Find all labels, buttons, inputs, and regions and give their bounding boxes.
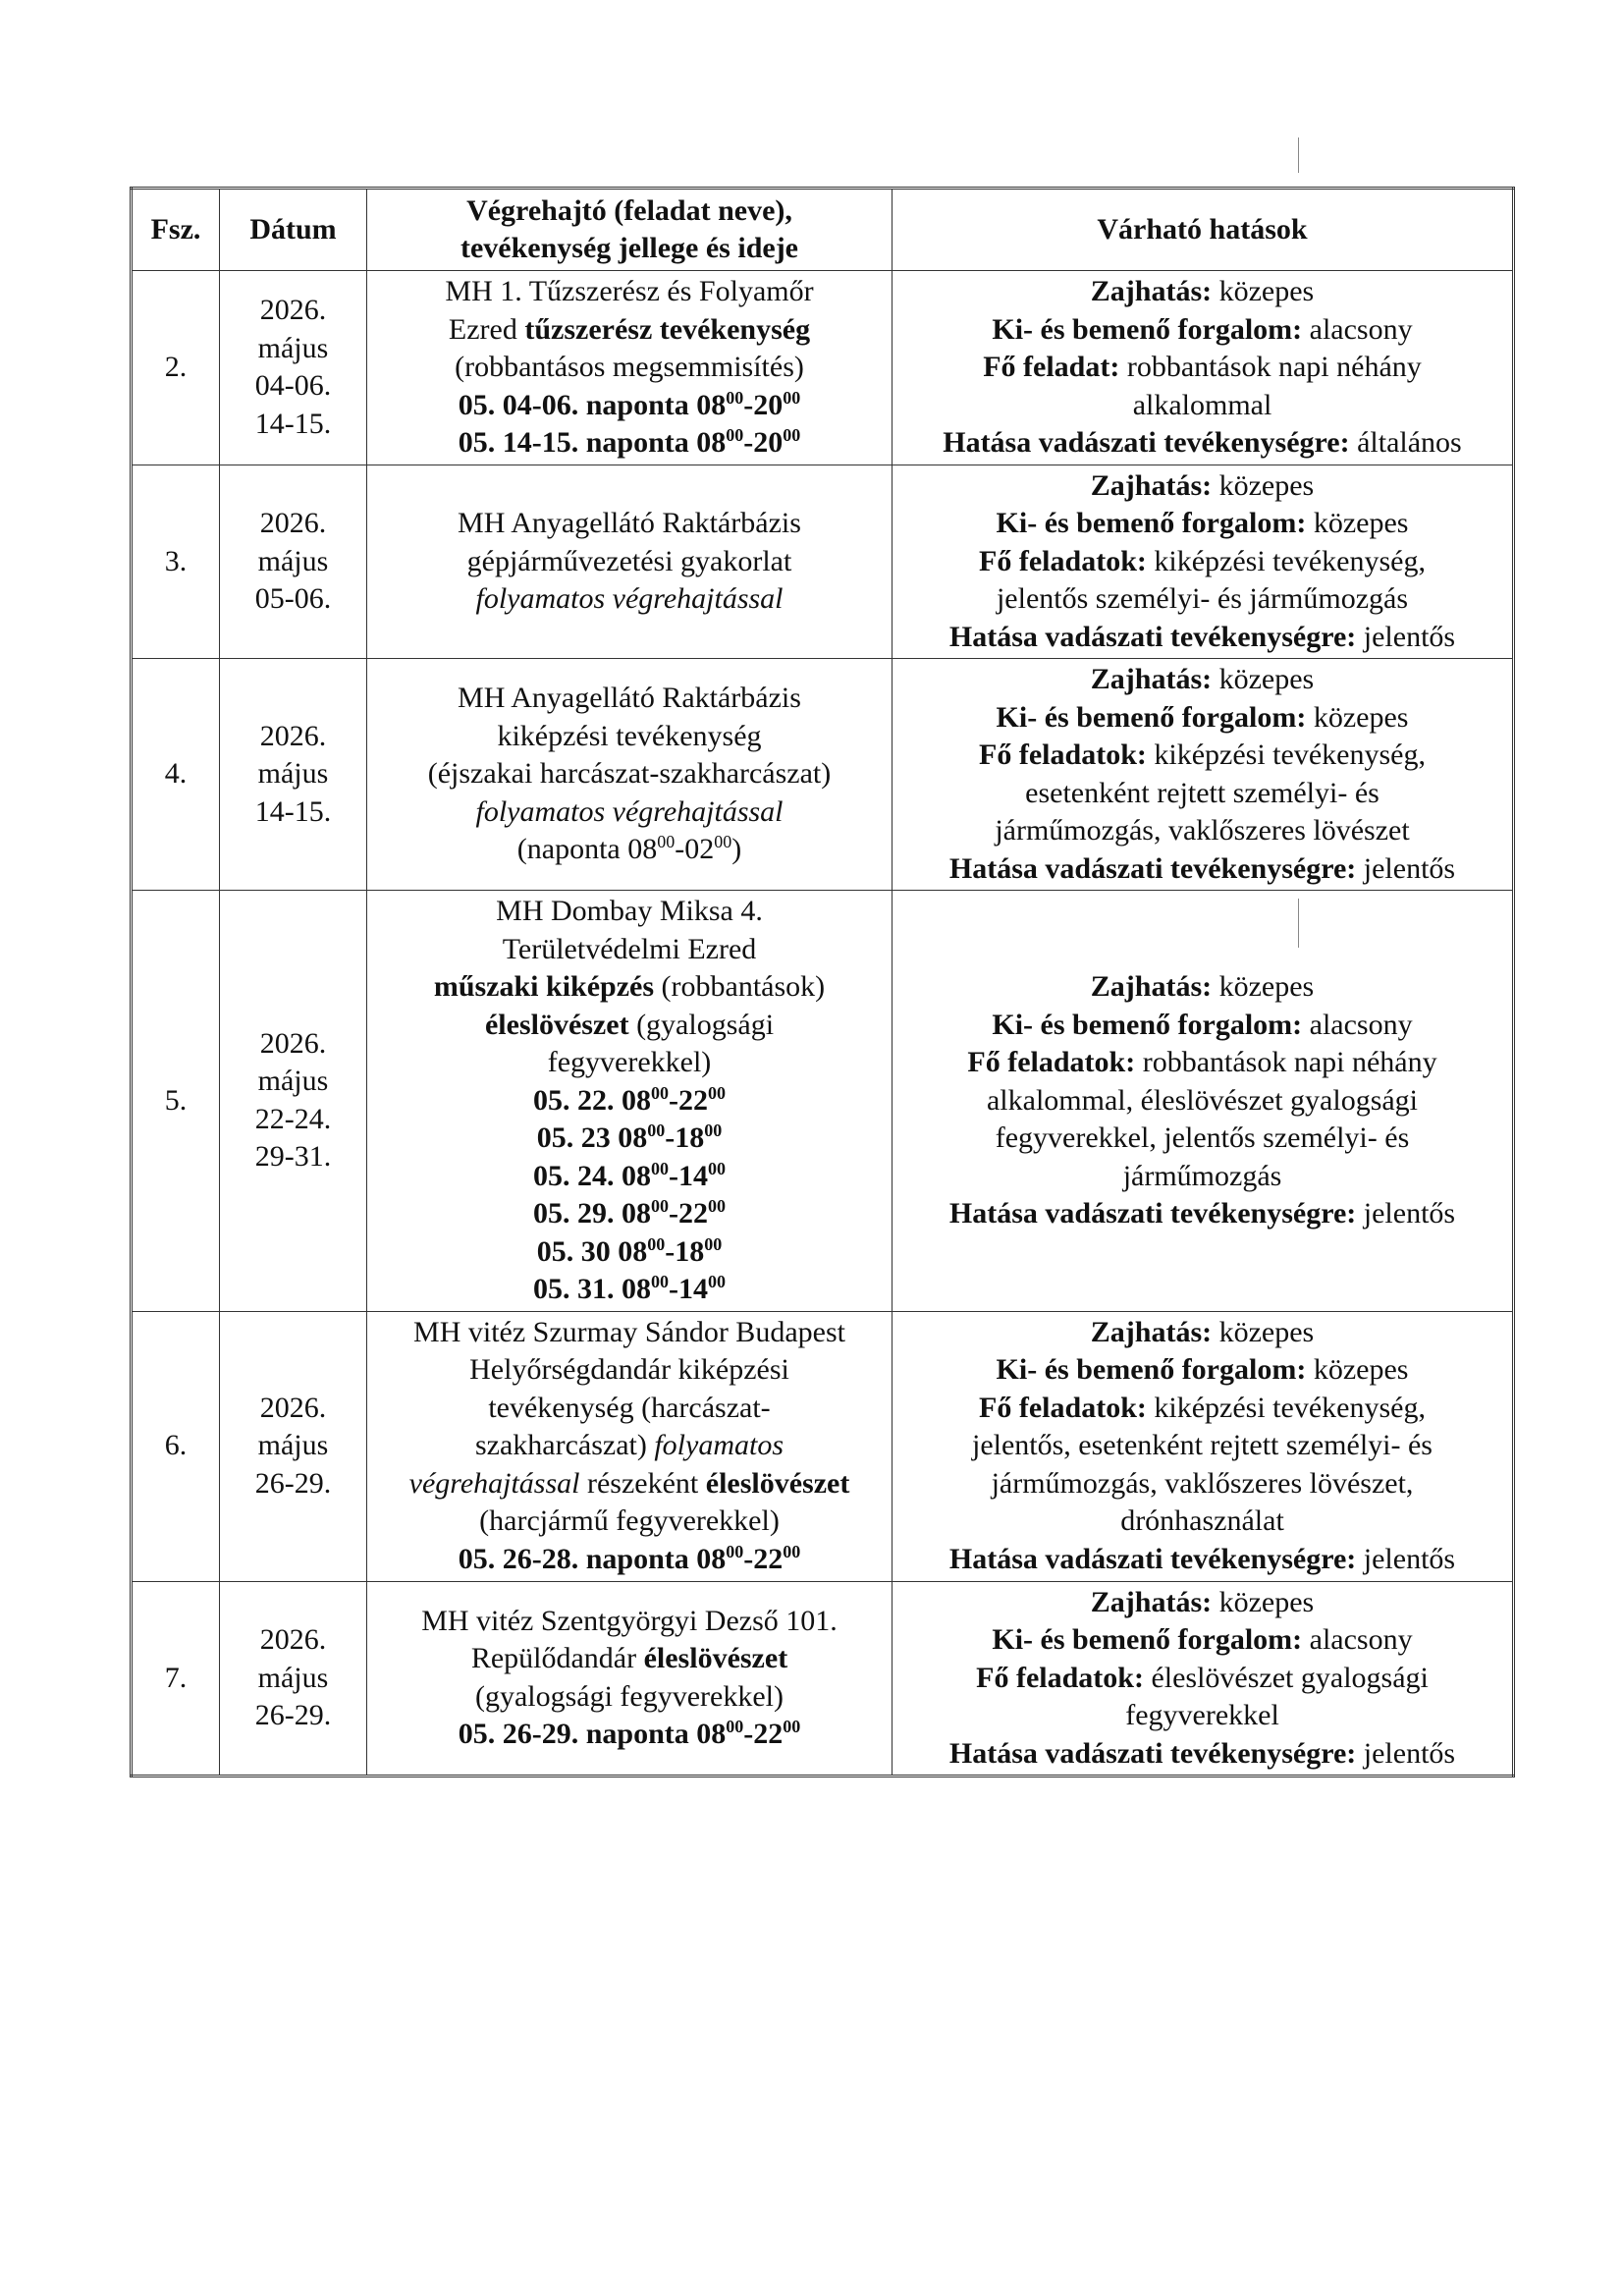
exec-line: (harcjármű fegyverekkel) bbox=[479, 1504, 780, 1538]
effect-hunting: Hatása vadászati tevékenységre: általános bbox=[943, 426, 1462, 459]
effect-task-cont: alkalommal, éleslövészet gyalogsági bbox=[986, 1083, 1419, 1117]
effect-task-cont: jelentős, esetenként rejtett személyi- és bbox=[972, 1429, 1433, 1462]
date-line: 14-15. bbox=[254, 407, 332, 440]
date-line: 2026. bbox=[259, 719, 327, 752]
effect-task-cont: járműmozgás bbox=[1122, 1159, 1282, 1192]
exec-line: MH Anyagellátó Raktárbázis bbox=[458, 682, 801, 715]
table-row bbox=[132, 1311, 1514, 1581]
date-line: 2026. bbox=[259, 1026, 327, 1060]
date-line: 05-06. bbox=[254, 582, 332, 615]
row-executor bbox=[367, 1581, 893, 1777]
effect-noise: Zajhatás: közepes bbox=[1090, 1315, 1315, 1348]
exec-time: 05. 04-06. naponta $08^{00}-20^{00}$ bbox=[458, 387, 801, 421]
header-vegrehajto bbox=[367, 189, 893, 271]
exec-line: gépjárművezetési gyakorlat bbox=[466, 544, 792, 577]
effect-task: Fő feladatok: éleslövészet gyalogsági bbox=[976, 1661, 1429, 1694]
row-executor bbox=[367, 271, 893, 465]
row-number: 7. bbox=[132, 1581, 220, 1777]
effect-traffic: Ki- és bemenő forgalom: alacsony bbox=[992, 1008, 1413, 1041]
header-fsz: Fsz. bbox=[132, 189, 220, 271]
effect-task-cont: járműmozgás, vaklőszeres lövészet, bbox=[991, 1466, 1414, 1500]
effect-noise: Zajhatás: közepes bbox=[1090, 275, 1315, 307]
exec-time: 05. 31. $08^{00}-14^{00}$ bbox=[533, 1272, 726, 1305]
exec-time: 05. 14-15. naponta $08^{00}-20^{00}$ bbox=[458, 425, 801, 459]
date-line: május bbox=[257, 1661, 329, 1694]
date-line: május bbox=[257, 1429, 329, 1462]
row-number: 6. bbox=[132, 1311, 220, 1581]
exec-line: tevékenység (harcászat- bbox=[488, 1391, 771, 1424]
effect-hunting: Hatása vadászati tevékenységre: jelentős bbox=[948, 620, 1456, 653]
table-row bbox=[132, 1581, 1514, 1777]
date-line: május bbox=[257, 331, 329, 364]
date-line: 26-29. bbox=[254, 1466, 332, 1500]
effect-traffic: Ki- és bemenő forgalom: közepes bbox=[996, 507, 1409, 539]
exec-line: fegyverekkel) bbox=[547, 1046, 712, 1078]
date-line: 22-24. bbox=[254, 1102, 332, 1135]
exec-time: 05. 26-29. naponta $08^{00}-22^{00}$ bbox=[458, 1717, 801, 1751]
date-line: 2026. bbox=[259, 1391, 327, 1424]
table-header-row bbox=[132, 189, 1514, 271]
effect-task: Fő feladatok: kiképzési tevékenység, bbox=[979, 1391, 1426, 1424]
row-effects bbox=[893, 271, 1514, 465]
effect-hunting: Hatása vadászati tevékenységre: jelentős bbox=[948, 851, 1456, 885]
row-effects bbox=[893, 1311, 1514, 1581]
date-line: május bbox=[257, 544, 329, 577]
exec-time: 05. 26-28. naponta $08^{00}-22^{00}$ bbox=[458, 1541, 801, 1575]
effect-noise: Zajhatás: közepes bbox=[1090, 663, 1315, 695]
exec-time: 05. 22. $08^{00}-22^{00}$ bbox=[533, 1082, 726, 1117]
effect-traffic: Ki- és bemenő forgalom: közepes bbox=[996, 700, 1409, 734]
exec-line: MH vitéz Szurmay Sándor Budapest bbox=[413, 1315, 845, 1348]
scan-mark bbox=[1298, 137, 1299, 173]
effect-hunting: Hatása vadászati tevékenységre: jelentős bbox=[948, 1736, 1456, 1770]
exec-line: MH vitéz Szentgyörgyi Dezső 101. bbox=[421, 1604, 838, 1637]
row-executor bbox=[367, 465, 893, 659]
row-date bbox=[220, 659, 367, 891]
row-date bbox=[220, 1581, 367, 1777]
effect-traffic: Ki- és bemenő forgalom: alacsony bbox=[992, 1623, 1413, 1656]
table-row bbox=[132, 465, 1514, 659]
effect-traffic: Ki- és bemenő forgalom: közepes bbox=[996, 1353, 1409, 1387]
date-line: 2026. bbox=[259, 294, 327, 327]
header-vegrehajto-line1: Végrehajtó (feladat neve), bbox=[466, 193, 792, 227]
effect-hunting: Hatása vadászati tevékenységre: jelentős bbox=[948, 1197, 1456, 1230]
row-effects bbox=[893, 659, 1514, 891]
exec-line: Területvédelmi Ezred bbox=[502, 932, 757, 965]
effect-task: Fő feladatok: kiképzési tevékenység, bbox=[979, 738, 1426, 771]
table-row bbox=[132, 891, 1514, 1312]
exec-line: Repülődandár éleslövészet bbox=[470, 1642, 788, 1675]
effect-hunting: Hatása vadászati tevékenységre: jelentős bbox=[948, 1542, 1456, 1575]
effect-traffic: Ki- és bemenő forgalom: alacsony bbox=[992, 312, 1413, 346]
row-effects bbox=[893, 1581, 1514, 1777]
exec-time: 05. 29. $08^{00}-22^{00}$ bbox=[533, 1196, 726, 1230]
row-executor bbox=[367, 1311, 893, 1581]
effect-task-cont: jelentős személyi- és járműmozgás bbox=[996, 582, 1409, 615]
row-number: 4. bbox=[132, 659, 220, 891]
effect-task: Fő feladatok: robbantások napi néhány bbox=[967, 1046, 1437, 1078]
row-date bbox=[220, 891, 367, 1312]
effect-task-cont: fegyverekkel bbox=[1125, 1699, 1279, 1731]
effect-task-cont: drónhasználat bbox=[1120, 1504, 1284, 1538]
exec-time: 05. 23 $08^{00}-18^{00}$ bbox=[536, 1121, 723, 1154]
effect-task-cont: fegyverekkel, jelentős személyi- és bbox=[995, 1121, 1410, 1154]
row-executor bbox=[367, 659, 893, 891]
row-effects bbox=[893, 465, 1514, 659]
exec-line: MH Anyagellátó Raktárbázis bbox=[458, 507, 801, 539]
effect-task-cont: járműmozgás, vaklőszeres lövészet bbox=[995, 814, 1410, 847]
date-line: május bbox=[257, 1065, 329, 1098]
effect-task: Fő feladatok: kiképzési tevékenység, bbox=[979, 544, 1426, 577]
date-line: 29-31. bbox=[254, 1140, 332, 1174]
row-date bbox=[220, 271, 367, 465]
exec-line: Helyőrségdandár kiképzési bbox=[469, 1353, 789, 1387]
exec-line: (éjszakai harcászat-szakharcászat) bbox=[427, 757, 832, 791]
date-line: 26-29. bbox=[254, 1699, 332, 1731]
exec-line: Ezred tűzszerész tevékenység bbox=[448, 312, 811, 346]
exec-time: (naponta $08^{00}-02^{00}$) bbox=[516, 832, 742, 866]
date-line: 2026. bbox=[259, 507, 327, 539]
effect-noise: Zajhatás: közepes bbox=[1090, 468, 1315, 502]
exec-line: MH 1. Tűzszerész és Folyamőr bbox=[445, 275, 814, 307]
row-number: 5. bbox=[132, 891, 220, 1312]
row-effects bbox=[893, 891, 1514, 1312]
exec-line: folyamatos végrehajtással bbox=[475, 582, 784, 615]
row-executor bbox=[367, 891, 893, 1312]
header-datum: Dátum bbox=[220, 189, 367, 271]
row-number: 3. bbox=[132, 465, 220, 659]
exec-time: 05. 24. $08^{00}-14^{00}$ bbox=[533, 1158, 726, 1192]
activity-table bbox=[130, 187, 1515, 1777]
exec-line: szakharcászat) folyamatos bbox=[474, 1429, 784, 1462]
date-line: május bbox=[257, 757, 329, 791]
exec-line: végrehajtással részeként éleslövészet bbox=[408, 1466, 850, 1500]
date-line: 2026. bbox=[259, 1623, 327, 1656]
date-line: 04-06. bbox=[254, 369, 332, 403]
exec-time: 05. 30 $08^{00}-18^{00}$ bbox=[536, 1233, 723, 1268]
exec-line: kiképzési tevékenység bbox=[497, 719, 762, 752]
header-vegrehajto-line2: tevékenység jellege és ideje bbox=[460, 232, 799, 264]
effect-task-cont: esetenként rejtett személyi- és bbox=[1025, 776, 1380, 809]
exec-line: (robbantásos megsemmisítés) bbox=[455, 351, 804, 383]
exec-line: folyamatos végrehajtással bbox=[475, 794, 784, 828]
effect-task: Fő feladat: robbantások napi néhány bbox=[983, 351, 1422, 383]
exec-line: műszaki kiképzés (robbantások) bbox=[433, 970, 826, 1003]
row-date bbox=[220, 465, 367, 659]
effect-noise: Zajhatás: közepes bbox=[1090, 970, 1315, 1003]
effect-task-cont: alkalommal bbox=[1132, 388, 1272, 421]
header-hatasok: Várható hatások bbox=[893, 189, 1514, 271]
table-row bbox=[132, 659, 1514, 891]
exec-line: MH Dombay Miksa 4. bbox=[496, 895, 763, 927]
exec-line: éleslövészet (gyalogsági bbox=[484, 1008, 775, 1041]
exec-line: (gyalogsági fegyverekkel) bbox=[474, 1679, 784, 1713]
row-number: 2. bbox=[132, 271, 220, 465]
table-row bbox=[132, 271, 1514, 465]
date-line: 14-15. bbox=[254, 794, 332, 828]
effect-noise: Zajhatás: közepes bbox=[1090, 1585, 1315, 1618]
row-date bbox=[220, 1311, 367, 1581]
